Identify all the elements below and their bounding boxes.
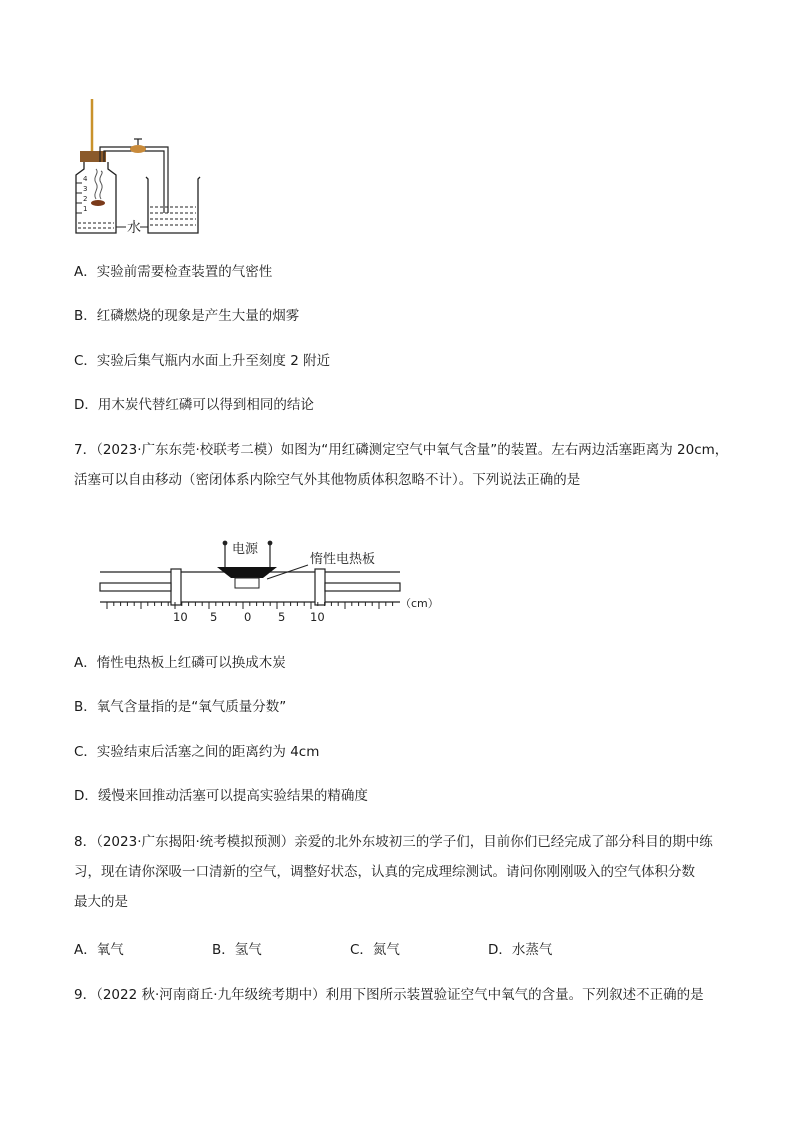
gas-collecting-bottle — [76, 162, 116, 233]
tick-label-left-10: 10 — [173, 610, 188, 624]
q8-option-d: D．水蒸气 — [488, 942, 553, 958]
tick-label-left-5: 5 — [210, 610, 218, 624]
tick-label-right-10: 10 — [310, 610, 325, 624]
rubber-stopper — [80, 151, 106, 162]
beaker-water — [150, 207, 196, 225]
svg-text:1: 1 — [83, 205, 88, 213]
ruler-ticks — [107, 602, 393, 609]
q7-option-d: D．缓慢来回推动活塞可以提高实验结果的精确度 — [74, 788, 368, 804]
q8-option-b: B．氢气 — [212, 942, 262, 958]
q8-option-a: A．氧气 — [74, 942, 124, 958]
smoke — [95, 169, 97, 199]
q6-option-d: D．用木炭代替红磷可以得到相同的结论 — [74, 397, 314, 413]
q7-option-c: C．实验结束后活塞之间的距离约为 4cm — [74, 744, 320, 760]
power-label: 电源 — [232, 542, 259, 557]
q6-option-a: A．实验前需要检查装置的气密性 — [74, 264, 273, 280]
tick-label-zero: 0 — [244, 610, 252, 624]
unit-label: （cm） — [400, 597, 439, 610]
water-label: 水 — [127, 220, 141, 236]
figure-piston-apparatus — [95, 535, 440, 630]
left-piston — [171, 569, 181, 605]
q8-stem-line2: 习，现在请你深吸一口清新的空气，调整好状态，认真的完成理综测试。请问你刚刚吸入的空气体积分数 — [74, 864, 695, 880]
bottle-scale — [76, 183, 82, 213]
svg-text:4: 4 — [83, 175, 88, 183]
bottle-scale-numbers — [83, 175, 88, 213]
right-piston-rod — [325, 583, 400, 591]
phosphorus-holder — [235, 578, 259, 588]
q6-option-c: C．实验后集气瓶内水面上升至刻度 2 附近 — [74, 353, 331, 369]
q9-stem-line1: 9．（2022 秋·河南商丘·九年级统考期中）利用下图所示装置验证空气中氧气的含量。下列叙述不正确的是 — [74, 987, 704, 1003]
right-piston — [315, 569, 325, 605]
q6-option-b: B．红磷燃烧的现象是产生大量的烟雾 — [74, 308, 300, 324]
q7-option-a: A．惰性电热板上红磷可以换成木炭 — [74, 655, 286, 671]
q8-stem-line1: 8．（2023·广东揭阳·统考模拟预测）亲爱的北外东坡初三的学子们，目前你们已经完成了部分科目的期中练 — [74, 834, 713, 850]
svg-text:3: 3 — [83, 185, 88, 193]
figure-oxygen-bottle-apparatus — [70, 95, 240, 245]
spring-clip — [130, 139, 146, 153]
left-piston-rod — [100, 583, 171, 591]
heating-plate — [217, 567, 277, 578]
q7-stem-line2: 活塞可以自由移动（密闭体系内除空气外其他物质体积忽略不计）。下列说法正确的是 — [74, 472, 581, 488]
ruler-labels — [173, 610, 325, 624]
q7-stem-line1: 7．（2023·广东东莞·校联考二模）如图为“用红磷测定空气中氧气含量”的装置。左右两边活塞距离为 20cm， — [74, 442, 729, 458]
svg-text:2: 2 — [83, 195, 88, 203]
heating-plate-label: 惰性电热板 — [310, 552, 376, 567]
tick-label-right-5: 5 — [278, 610, 286, 624]
burning-phosphorus — [91, 200, 105, 206]
q7-option-b: B．氧气含量指的是“氧气质量分数” — [74, 699, 287, 715]
q8-option-c: C．氮气 — [350, 942, 400, 958]
q8-stem-line3: 最大的是 — [74, 894, 128, 910]
connecting-tube — [100, 147, 168, 213]
